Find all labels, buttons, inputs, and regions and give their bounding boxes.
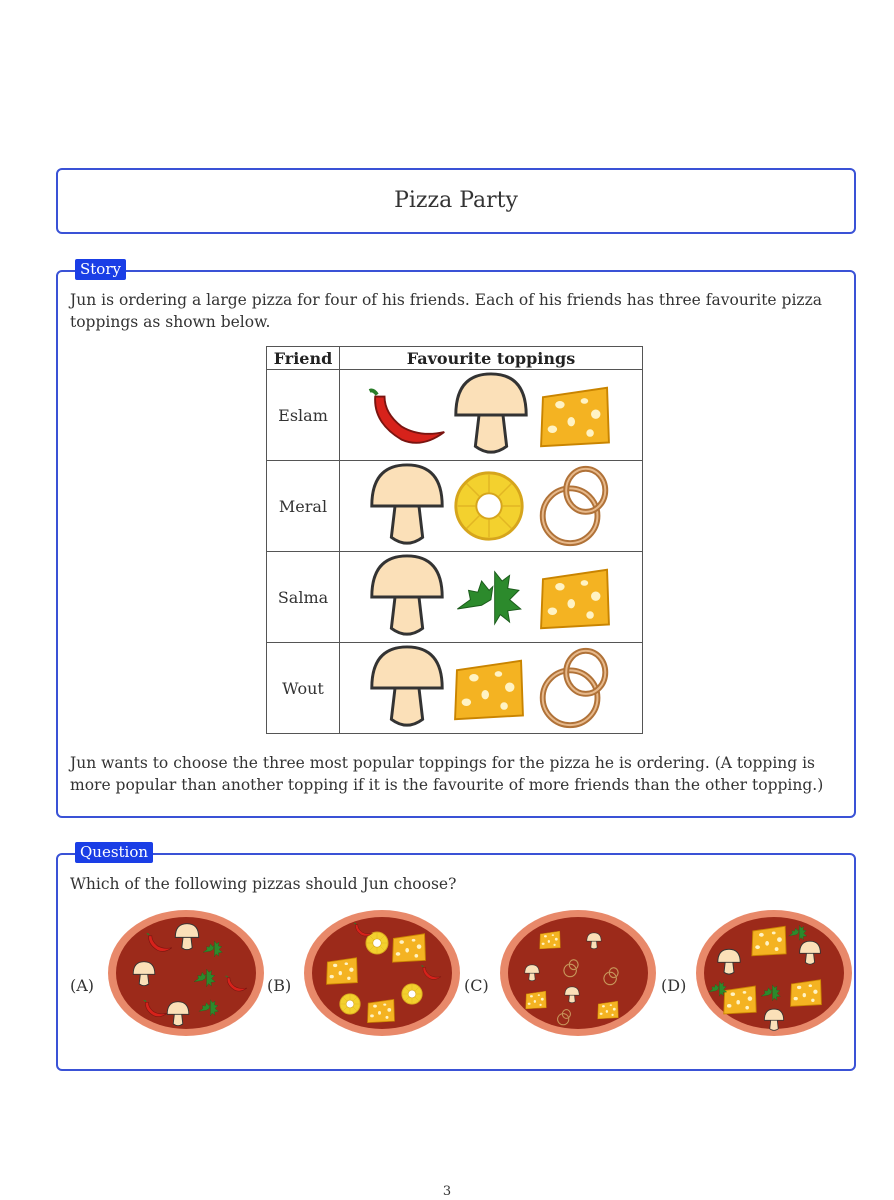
story-closing: Jun wants to choose the three most popular toppings for the pizza he is ordering. (A topping is more popular than another topping if it is the favourite of more friends than the other topping.) — [70, 754, 824, 794]
chili-pepper-icon — [370, 390, 445, 442]
cheese-icon — [541, 388, 609, 446]
pineapple-icon — [340, 994, 360, 1014]
mushroom-icon — [456, 374, 526, 452]
friend-name: Salma — [267, 552, 340, 643]
option-c-pizza[interactable] — [498, 908, 658, 1038]
option-d-pizza[interactable] — [694, 908, 854, 1038]
option-d-label[interactable]: (D) — [661, 976, 687, 995]
friend-name: Meral — [267, 461, 340, 552]
pineapple-icon — [456, 473, 522, 539]
cheese-icon — [752, 926, 786, 955]
page-number: 3 — [442, 1184, 452, 1199]
mushroom-icon — [372, 556, 442, 634]
question-tag: Question — [75, 842, 153, 863]
table-row — [267, 552, 643, 643]
cheese-icon — [393, 934, 426, 962]
mushroom-icon — [372, 465, 442, 543]
toppings-row-icons — [340, 370, 640, 460]
header-toppings: Favourite toppings — [340, 347, 643, 370]
story-tag: Story — [75, 259, 126, 280]
onion-rings-icon — [543, 469, 606, 543]
toppings-row-icons — [340, 461, 640, 551]
cheese-icon — [540, 931, 561, 949]
table-row — [267, 370, 643, 461]
friend-name: Wout — [267, 643, 340, 734]
mushroom-icon — [372, 647, 442, 725]
onion-rings-icon — [543, 651, 606, 725]
cheese-icon — [598, 1001, 619, 1019]
toppings-table — [266, 346, 643, 734]
toppings-row-icons — [340, 643, 640, 733]
option-b-pizza[interactable] — [302, 908, 462, 1038]
cheese-icon — [455, 661, 523, 719]
cheese-icon — [327, 958, 358, 985]
option-c-label[interactable]: (C) — [464, 976, 489, 995]
rocket-icon — [457, 572, 520, 624]
cheese-icon — [541, 570, 609, 628]
cheese-icon — [368, 999, 395, 1022]
toppings-row-icons — [340, 552, 640, 642]
cheese-icon — [724, 986, 756, 1014]
pineapple-icon — [402, 984, 422, 1004]
header-friend: Friend — [267, 347, 340, 370]
table-row — [267, 461, 643, 552]
cheese-icon — [791, 980, 822, 1007]
question-text: Which of the following pizzas should Jun choose? — [70, 875, 457, 893]
story-intro: Jun is ordering a large pizza for four of his friends. Each of his friends has three favourite pizza toppings as shown below. — [70, 291, 822, 331]
table-row — [267, 643, 643, 734]
cheese-icon — [526, 991, 547, 1009]
friend-name: Eslam — [267, 370, 340, 461]
option-a-label[interactable]: (A) — [70, 976, 95, 995]
title-box — [56, 168, 856, 234]
option-b-label[interactable]: (B) — [267, 976, 292, 995]
option-a-pizza[interactable] — [106, 908, 266, 1038]
page-title: Pizza Party — [394, 188, 518, 213]
